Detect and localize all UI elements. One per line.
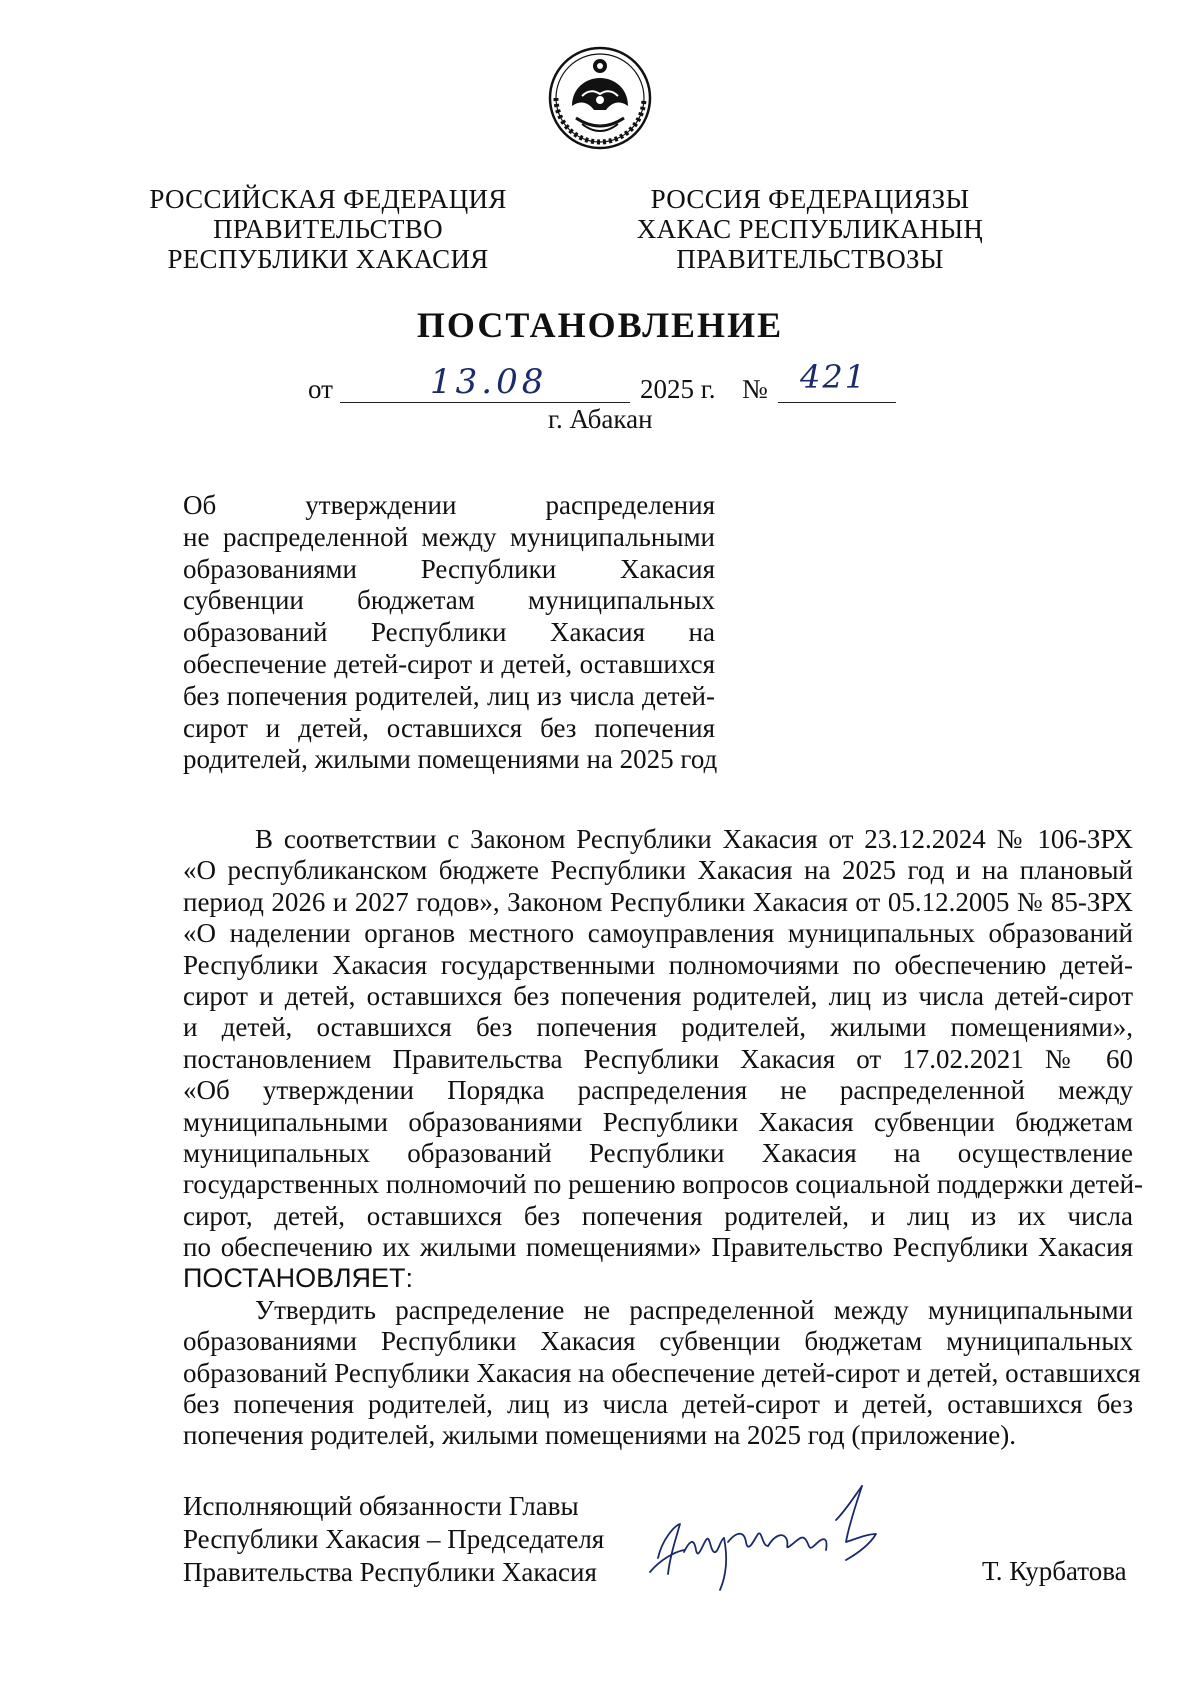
- resolution-line: образований Республики Хакасия на обеспечение детей-сирот и детей, оставшихся: [183, 1357, 1141, 1388]
- subject-line: родителей, жилыми помещениями на 2025 год: [183, 744, 718, 775]
- body-line: «О наделении органов местного самоуправления муниципальных образований: [183, 918, 1133, 949]
- body-line: государственных полномочий по решению вопросов социальной поддержки детей-: [183, 1169, 1144, 1200]
- header-left: [118, 184, 538, 274]
- header-right-line: РОССИЯ ФЕДЕРАЦИЯЗЫ: [650, 184, 970, 214]
- number-underline: [778, 402, 896, 403]
- document-title: ПОСТАНОВЛЕНИЕ: [416, 305, 784, 345]
- signatory-position-line: Республики Хакасия – Председателя: [183, 1524, 605, 1554]
- resolution-line: Утвердить распределение не распределенной между муниципальными: [255, 1294, 1133, 1325]
- number-sign: №: [742, 374, 768, 404]
- body-text: [183, 824, 1144, 1452]
- resolution-line: образованиями Республики Хакасия субвенции бюджетам муниципальных: [183, 1326, 1133, 1357]
- header-left-line: РОССИЙСКАЯ ФЕДЕРАЦИЯ: [149, 184, 507, 214]
- date-underline: [340, 402, 630, 403]
- resolution-line: попечения родителей, жилыми помещениями на 2025 год (приложение).: [183, 1420, 1016, 1451]
- body-line: «Об утверждении Порядка распределения не распределенной между: [183, 1075, 1133, 1106]
- decree-word: ПОСТАНОВЛЯЕТ:: [183, 1263, 414, 1294]
- body-line: по обеспечению их жилыми помещениями» Правительство Республики Хакасия: [183, 1232, 1133, 1263]
- body-line: В соответствии с Законом Республики Хакасия от 23.12.2024 № 106-ЗРХ: [255, 824, 1133, 854]
- subject-line: образованиями Республики Хакасия: [183, 553, 715, 584]
- subject-line: не распределенной между муниципальными: [183, 521, 715, 552]
- signatory-name: Т. Курбатова: [982, 1556, 1127, 1586]
- subject-line: субвенции бюджетам муниципальных: [183, 585, 715, 616]
- body-line: период 2026 и 2027 годов», Законом Республики Хакасия от 05.12.2005 № 85-ЗРХ: [183, 886, 1133, 917]
- republic-of-khakassia-emblem-icon: [546, 44, 654, 152]
- city: г. Абакан: [548, 404, 653, 434]
- subject-line: обеспечение детей-сирот и детей, оставшихся: [183, 648, 715, 679]
- date-year: 2025 г.: [640, 374, 716, 404]
- body-line: муниципальных образований Республики Хакасия на осуществление: [183, 1137, 1133, 1168]
- body-line: и детей, оставшихся без попечения родителей, жилыми помещениями»,: [183, 1012, 1133, 1043]
- date-prefix: от: [308, 374, 333, 404]
- header-left-line: ПРАВИТЕЛЬСТВО: [213, 214, 443, 244]
- header-right: [600, 184, 1020, 274]
- signatory-position-line: Правительства Республики Хакасия: [183, 1557, 597, 1587]
- body-line: муниципальными образованиями Республики Хакасия субвенции бюджетам: [183, 1106, 1133, 1137]
- resolution-line: без попечения родителей, лиц из числа детей-сирот и детей, оставшихся без: [183, 1389, 1133, 1420]
- handwritten-number: 421: [800, 358, 868, 396]
- header-left-line: РЕСПУБЛИКИ ХАКАСИЯ: [167, 244, 489, 274]
- signatory-position-line: Исполняющий обязанности Главы: [183, 1491, 579, 1521]
- handwritten-date: 13.08: [430, 362, 548, 402]
- signatory-position: [183, 1490, 604, 1589]
- body-line: Республики Хакасия государственными полномочиями по обеспечению детей-: [183, 949, 1133, 980]
- header-right-line: ПРАВИТЕЛЬСТВОЗЫ: [676, 244, 944, 274]
- subject-line: сирот и детей, оставшихся без попечения: [183, 712, 715, 743]
- header-right-line: ХАКАС РЕСПУБЛИКАНЫҢ: [636, 214, 984, 244]
- body-line: сирот и детей, оставшихся без попечения родителей, лиц из числа детей-сирот: [183, 980, 1133, 1011]
- body-line: сирот, детей, оставшихся без попечения родителей, и лиц из их числа: [183, 1200, 1133, 1231]
- body-line: «О республиканском бюджете Республики Хакасия на 2025 год и на плановый: [183, 855, 1133, 886]
- subject-block: [183, 490, 718, 776]
- subject-line: образований Республики Хакасия на: [183, 617, 715, 648]
- subject-line: без попечения родителей, лиц из числа детей-: [183, 680, 715, 711]
- handwritten-signature: [640, 1480, 900, 1600]
- subject-line: Об утверждении распределения: [183, 490, 715, 520]
- body-line: постановлением Правительства Республики Хакасия от 17.02.2021 № 60: [183, 1043, 1133, 1074]
